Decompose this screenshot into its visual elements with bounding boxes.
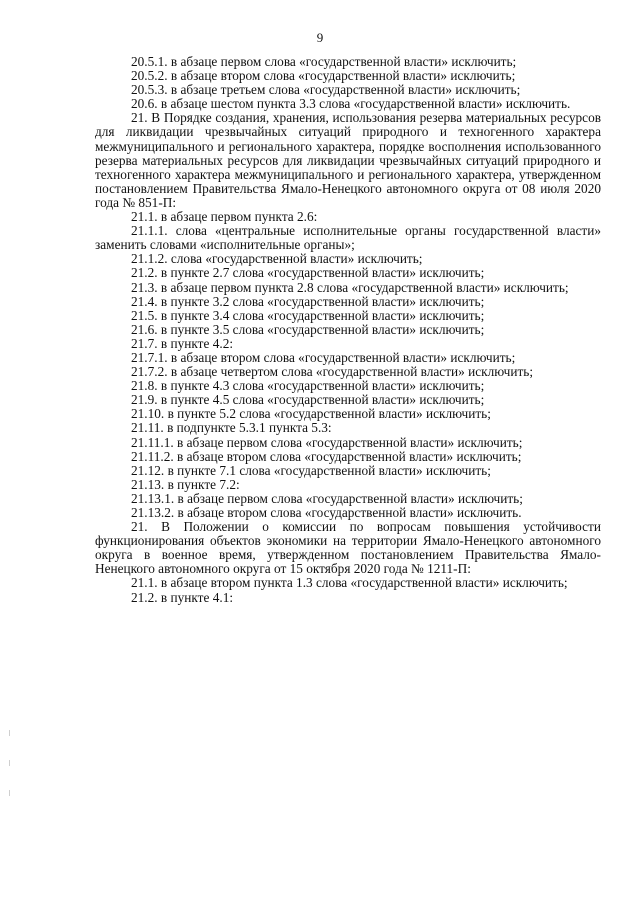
- paragraph-21-4: 21.4. в пункте 3.2 слова «государственной власти» исключить;: [131, 293, 485, 309]
- paragraph-21-7-1: 21.7.1. в абзаце втором слова «государственной власти» исключить;: [131, 349, 516, 365]
- paragraph-21-13: 21.13. в пункте 7.2:: [131, 476, 240, 492]
- paragraph-21-13-1: 21.13.1. в абзаце первом слова «государственной власти» исключить;: [131, 490, 523, 506]
- paragraph-21-10: 21.10. в пункте 5.2 слова «государственной власти» исключить;: [131, 406, 491, 422]
- scan-margin-mark: [9, 760, 10, 766]
- paragraph-20-6: 20.6. в абзаце шестом пункта 3.3 слова «государственной власти» исключить.: [131, 96, 571, 112]
- paragraph-21-2: 21.2. в пункте 2.7 слова «государственной власти» исключить;: [131, 265, 485, 281]
- paragraph-21-7-2: 21.7.2. в абзаце четвертом слова «государственной власти» исключить;: [131, 364, 534, 380]
- paragraph-20-5-2: 20.5.2. в абзаце втором слова «государственной власти» исключить;: [131, 68, 516, 84]
- paragraph-20-5-1: 20.5.1. в абзаце первом слова «государственной власти» исключить;: [131, 54, 517, 69]
- scan-margin-mark: [9, 790, 10, 796]
- paragraph-21-6: 21.6. в пункте 3.5 слова «государственной власти» исключить;: [131, 321, 485, 337]
- paragraph-21-11: 21.11. в подпункте 5.3.1 пункта 5.3:: [131, 420, 332, 436]
- paragraph-21-12: 21.12. в пункте 7.1 слова «государственной власти» исключить;: [131, 462, 491, 478]
- scan-margin-mark: [9, 730, 10, 736]
- document-body: [95, 55, 601, 605]
- paragraph-21-7: 21.7. в пункте 4.2:: [131, 335, 234, 351]
- paragraph-21-1-2: 21.1.2. слова «государственной власти» исключить;: [131, 251, 423, 267]
- paragraph-21-11-2: 21.11.2. в абзаце втором слова «государственной власти» исключить;: [131, 448, 522, 464]
- paragraph-21-8: 21.8. в пункте 4.3 слова «государственной власти» исключить;: [131, 378, 485, 394]
- page-number: 9: [316, 30, 324, 45]
- paragraph-21-1-commission: 21.1. в абзаце втором пункта 1.3 слова «государственной власти» исключить;: [131, 575, 568, 591]
- paragraph-21-commission: 21. В Положении о комиссии по вопросам повышения устойчивости функционирования объектов экономики на территории Ямало-Ненецкого автономного округа в военное время, утвержденном постановлением Правительства Ямало-Ненецкого автономного округа от 15 октября 2020 года № 1211-П:: [95, 519, 601, 577]
- paragraph-21-1-1: 21.1.1. слова «центральные исполнительные органы государственной власти» заменить словами «исполнительные органы»;: [95, 223, 601, 253]
- paragraph-21-order: 21. В Порядке создания, хранения, использования резерва материальных ресурсов для ликвидации чрезвычайных ситуаций природного и техногенного характера межмуниципального и регионального характера, порядке восполнения использованного резерва материальных ресурсов для ликвидации чрезвычайных ситуаций природного и техногенного характера межмуниципального и регионального характера, утвержденном постановлением Правительства Ямало-Ненецкого автономного округа от 08 июля 2020 года № 851-П:: [95, 110, 601, 210]
- paragraph-20-5-3: 20.5.3. в абзаце третьем слова «государственной власти» исключить;: [131, 82, 521, 98]
- paragraph-21-3: 21.3. в абзаце первом пункта 2.8 слова «государственной власти» исключить;: [131, 279, 569, 295]
- paragraph-21-1: 21.1. в абзаце первом пункта 2.6:: [131, 209, 318, 225]
- paragraph-21-2-commission: 21.2. в пункте 4.1:: [131, 589, 234, 605]
- paragraph-21-5: 21.5. в пункте 3.4 слова «государственной власти» исключить;: [131, 307, 485, 323]
- paragraph-21-13-2: 21.13.2. в абзаце втором слова «государственной власти» исключить.: [131, 505, 522, 520]
- paragraph-21-9: 21.9. в пункте 4.5 слова «государственной власти» исключить;: [131, 392, 485, 408]
- paragraph-21-11-1: 21.11.1. в абзаце первом слова «государственной власти» исключить;: [131, 434, 523, 450]
